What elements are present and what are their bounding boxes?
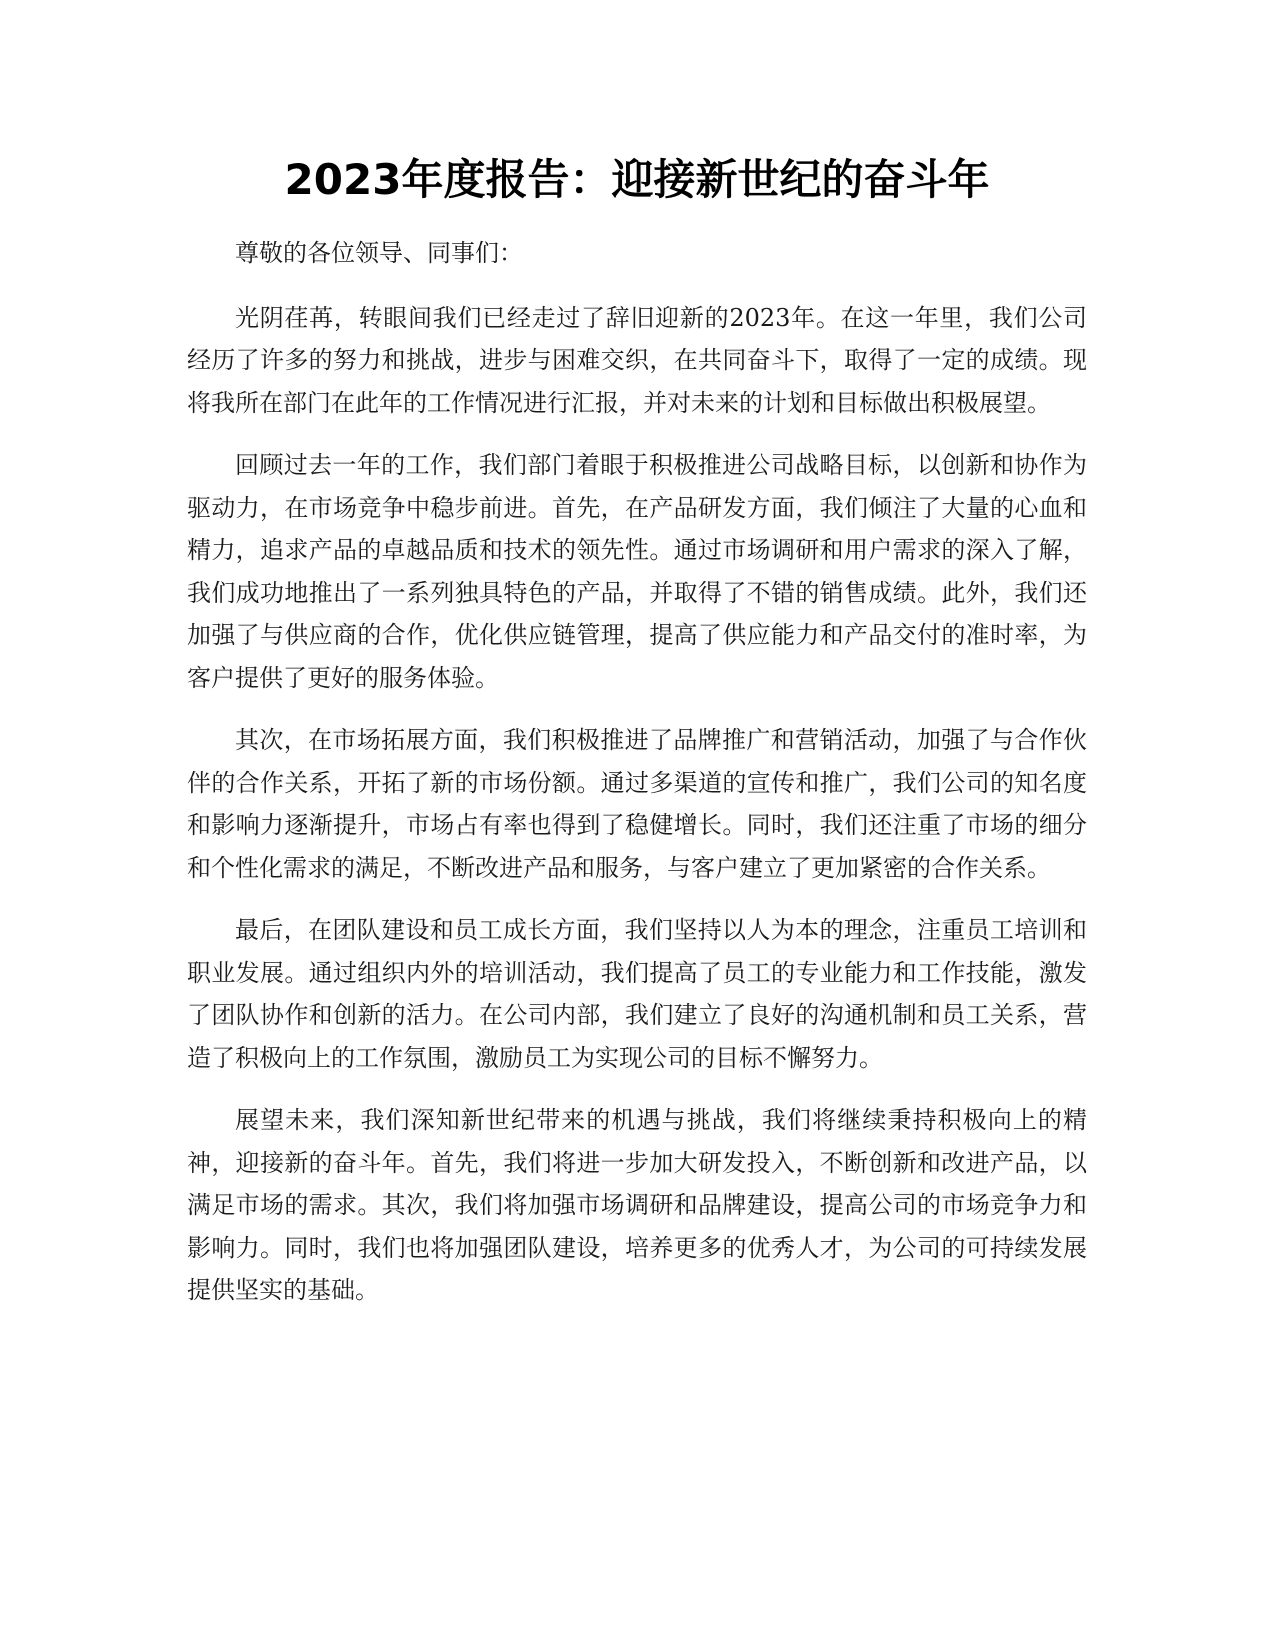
paragraph-review: 回顾过去一年的工作，我们部门着眼于积极推进公司战略目标，以创新和协作为驱动力，在市场竞争中稳步前进。首先，在产品研发方面，我们倾注了大量的心血和精力，追求产品的卓越品质和技术的领先性。通过市场调研和用户需求的深入了解，我们成功地推出了一系列独具特色的产品，并取得了不错的销售成绩。此外，我们还加强了与供应商的合作，优化供应链管理，提高了供应能力和产品交付的准时率，为客户提供了更好的服务体验。 (187, 451, 1087, 692)
paragraph-market: 其次，在市场拓展方面，我们积极推进了品牌推广和营销活动，加强了与合作伙伴的合作关系，开拓了新的市场份额。通过多渠道的宣传和推广，我们公司的知名度和影响力逐渐提升，市场占有率也得到了稳健增长。同时，我们还注重了市场的细分和个性化需求的满足，不断改进产品和服务，与客户建立了更加紧密的合作关系。 (187, 726, 1087, 882)
document-title: 2023年度报告：迎接新世纪的奋斗年 (284, 155, 990, 204)
salutation: 尊敬的各位领导、同事们： (235, 239, 523, 267)
paragraph-intro: 光阴荏苒，转眼间我们已经走过了辞旧迎新的2023年。在这一年里，我们公司经历了许多的努力和挑战，进步与困难交织，在共同奋斗下，取得了一定的成绩。现将我所在部门在此年的工作情况进行汇报，并对未来的计划和目标做出积极展望。 (187, 303, 1087, 417)
paragraph-outlook: 展望未来，我们深知新世纪带来的机遇与挑战，我们将继续秉持积极向上的精神，迎接新的奋斗年。首先，我们将进一步加大研发投入，不断创新和改进产品，以满足市场的需求。其次，我们将加强市场调研和品牌建设，提高公司的市场竞争力和影响力。同时，我们也将加强团队建设，培养更多的优秀人才，为公司的可持续发展提供坚实的基础。 (187, 1106, 1087, 1304)
paragraph-team: 最后，在团队建设和员工成长方面，我们坚持以人为本的理念，注重员工培训和职业发展。通过组织内外的培训活动，我们提高了员工的专业能力和工作技能，激发了团队协作和创新的活力。在公司内部，我们建立了良好的沟通机制和员工关系，营造了积极向上的工作氛围，激励员工为实现公司的目标不懈努力。 (187, 916, 1087, 1072)
document-body (187, 150, 1087, 1332)
